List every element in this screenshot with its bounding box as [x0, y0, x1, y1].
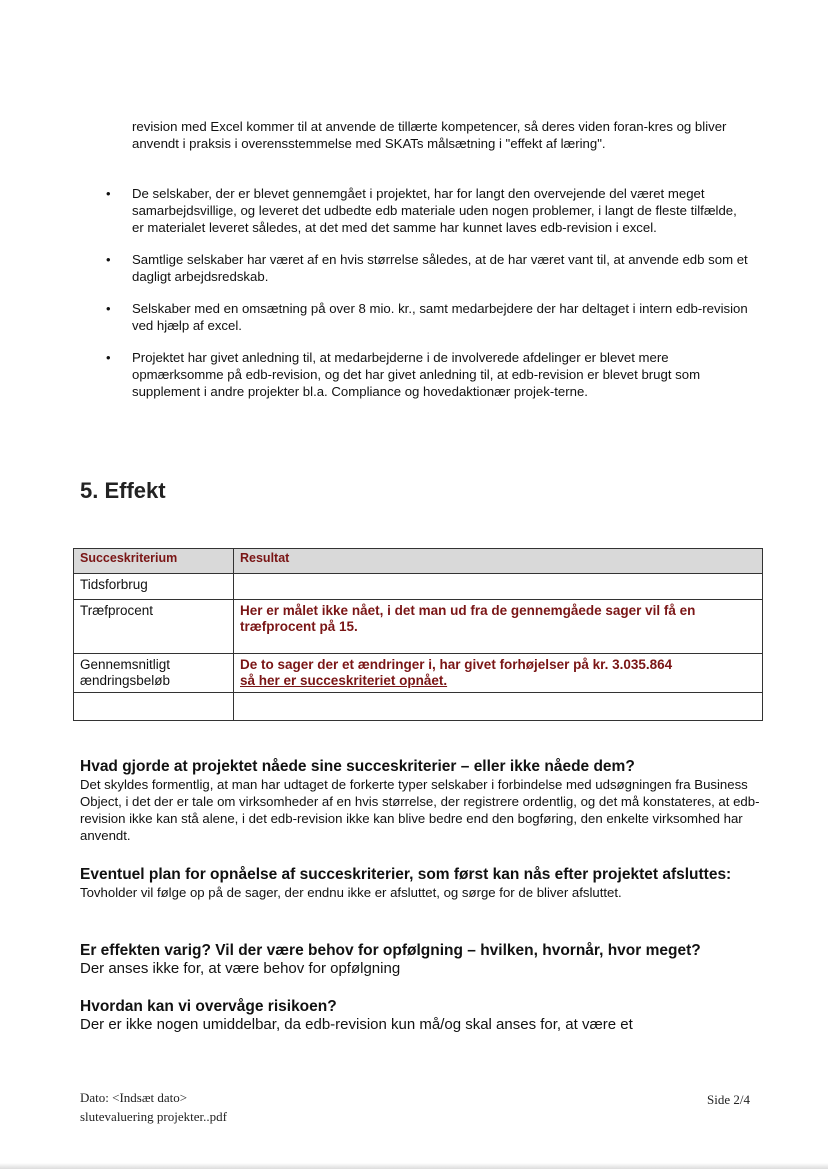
list-item [100, 349, 752, 400]
question-answer: Der er ikke nogen umiddelbar, da edb-revision kun må/og skal anses for, at være et [80, 1016, 633, 1033]
question-answer: Det skyldes formentlig, at man har udtaget de forkerte typer selskaber i forbindelse med udsøgningen fra Business Object, i det der er tale om virksomheder af en hvis størrelse, der registrere ordentlig, og det må konstateres, at edb-revision ikke kan stå alene, i det edb-revision ikke kan blive bedre end den bogføring, den enkelte virksomhed har anvendt. [80, 777, 760, 843]
criterion-cell: Tidsforbrug [74, 574, 234, 600]
question-heading: Hvad gjorde at projektet nåede sine succeskriterier – eller ikke nåede dem? [80, 758, 635, 775]
result-cell [234, 574, 763, 600]
result-cell: Her er målet ikke nået, i det man ud fra de gennemgåede sager vil få en træfprocent på 15. [234, 600, 763, 654]
result-cell [234, 654, 763, 693]
page-number: Side 2/4 [707, 1092, 750, 1107]
section-title: 5. Effekt [80, 478, 166, 503]
table-row [74, 654, 763, 693]
table-header-row [74, 549, 763, 574]
criterion-cell: Gennemsnitligt ændringsbeløb [74, 654, 234, 693]
table-row [74, 600, 763, 654]
result-text-underlined: så her er succeskriteriet opnået. [240, 673, 448, 688]
list-item [100, 251, 752, 285]
result-cell [234, 693, 763, 721]
list-item [100, 185, 752, 236]
scan-edge-shadow [0, 1163, 828, 1169]
bullet-list [100, 185, 752, 415]
intro-paragraph: revision med Excel kommer til at anvende de tillærte kompetencer, så deres viden foran-kres og bliver anvendt i praksis i overensstemmelse med SKATs målsætning i "effekt af læring". [132, 119, 727, 151]
bullet-text: De selskaber, der er blevet gennemgået i projektet, har for langt den overvejende del været meget samarbejdsvillige, og leveret det udbedte edb materiale uden nogen problemer, i langt de fleste tilfælde, er materialet leveret således, at det med det samme har kunnet laves edb-revision i excel. [132, 186, 737, 235]
question-block [80, 866, 760, 901]
bullet-text: Samtlige selskaber har været af en hvis størrelse således, at de har været vant til, at anvende edb som et dagligt arbejdsredskab. [132, 252, 748, 284]
success-criteria-table [73, 548, 763, 721]
question-block [80, 998, 760, 1034]
footer-left [80, 1088, 227, 1126]
bullet-icon: • [106, 186, 111, 201]
footer-date: Dato: <Indsæt dato> [80, 1090, 188, 1105]
question-answer: Der anses ikke for, at være behov for opfølgning [80, 960, 401, 977]
criterion-cell [74, 693, 234, 721]
question-block [80, 758, 760, 844]
result-text: De to sager der et ændringer i, har givet forhøjelser på kr. 3.035.864 [240, 657, 673, 672]
header-result: Resultat [234, 549, 763, 574]
criterion-cell: Træfprocent [74, 600, 234, 654]
footer-filename: slutevaluering projekter..pdf [80, 1109, 227, 1124]
bullet-icon: • [106, 252, 111, 267]
bullet-text: Projektet har givet anledning til, at medarbejderne i de involverede afdelinger er blevet mere opmærksomme på edb-revision, og det har givet anledning til, at edb-revision er blevet brugt som supplement i andre projekter bl.a. Compliance og hovedaktionær projek-terne. [132, 350, 701, 399]
question-heading: Eventuel plan for opnåelse af succeskriterier, som først kan nås efter projektet afsluttes: [80, 866, 732, 883]
header-criterion: Succeskriterium [74, 549, 234, 574]
bullet-icon: • [106, 350, 111, 365]
table-row [74, 693, 763, 721]
table-row [74, 574, 763, 600]
question-block [80, 942, 760, 978]
question-heading: Er effekten varig? Vil der være behov for opfølgning – hvilken, hvornår, hvor meget? [80, 942, 701, 959]
question-answer: Tovholder vil følge op på de sager, der endnu ikke er afsluttet, og sørge for de bliver afsluttet. [80, 885, 622, 900]
bullet-text: Selskaber med en omsætning på over 8 mio. kr., samt medarbejdere der har deltaget i intern edb-revision ved hjælp af excel. [132, 301, 748, 333]
question-heading: Hvordan kan vi overvåge risikoen? [80, 998, 337, 1015]
list-item [100, 300, 752, 334]
bullet-icon: • [106, 301, 111, 316]
